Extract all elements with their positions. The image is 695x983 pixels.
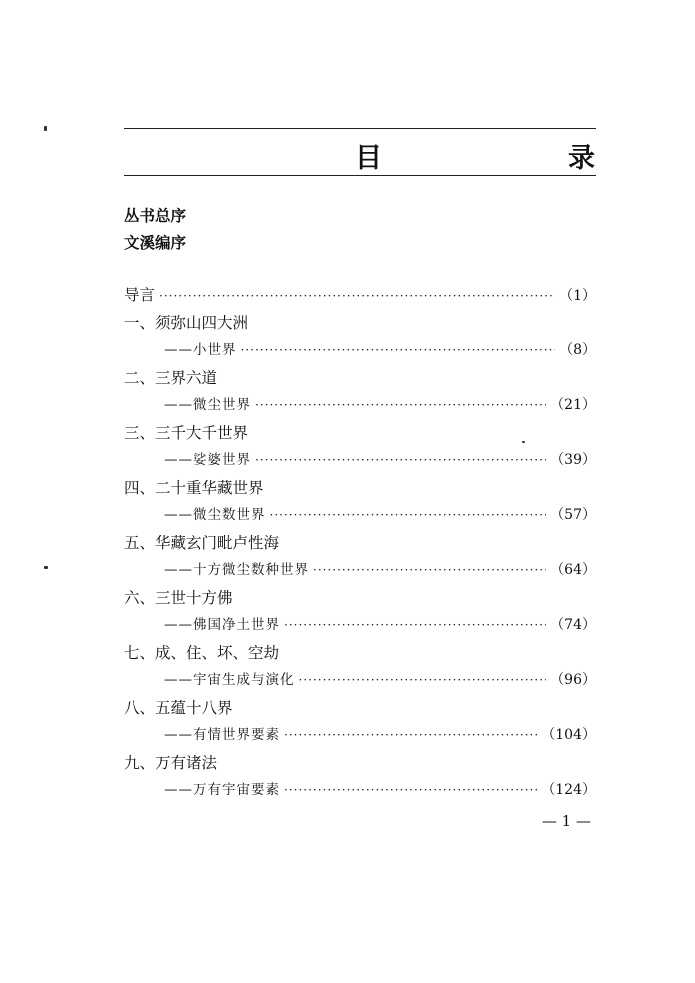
toc-chapter-title[interactable]: 七、成、住、坏、空劫 — [124, 643, 280, 662]
toc-page-number: （104） — [541, 727, 596, 743]
toc-intro-label: 导言 — [124, 286, 156, 304]
toc-entry[interactable] — [124, 395, 596, 423]
toc-entry-intro[interactable] — [124, 285, 596, 313]
toc-subtitle: ——万有宇宙要素 — [164, 782, 280, 798]
leader-dots — [284, 780, 537, 800]
toc-chapter-title[interactable]: 二、三界六道 — [124, 368, 218, 387]
toc-subtitle: ——有情世界要素 — [164, 727, 280, 743]
toc-page-number: （1） — [559, 288, 596, 304]
scan-speck — [44, 566, 48, 569]
toc-entry[interactable] — [124, 560, 596, 588]
leader-dots — [255, 395, 546, 415]
toc-entry[interactable] — [124, 340, 596, 368]
toc-page-number: （64） — [550, 562, 596, 578]
toc-page-number: （124） — [541, 782, 596, 798]
toc-subtitle: ——微尘世界 — [164, 397, 251, 413]
chapter-list — [124, 313, 596, 808]
leader-dots — [284, 615, 546, 635]
toc-chapter-title[interactable]: 五、华藏玄门毗卢性海 — [124, 533, 280, 552]
leader-dots — [241, 340, 556, 360]
leader-dots — [299, 670, 547, 690]
page-number: — 1 — — [541, 812, 591, 830]
toc-entry[interactable] — [124, 780, 596, 808]
toc-entry[interactable] — [124, 670, 596, 698]
table-of-contents — [124, 285, 596, 808]
toc-page-number: （57） — [550, 507, 596, 523]
top-rule — [124, 128, 596, 129]
toc-chapter-title[interactable]: 九、万有诸法 — [124, 753, 218, 772]
toc-chapter-title[interactable]: 六、三世十方佛 — [124, 588, 233, 607]
toc-subtitle: ——微尘数世界 — [164, 507, 266, 523]
toc-page-number: （39） — [550, 452, 596, 468]
scan-speck — [44, 126, 47, 131]
toc-subtitle: ——小世界 — [164, 342, 237, 358]
toc-subtitle: ——宇宙生成与演化 — [164, 672, 295, 688]
scan-speck — [522, 441, 525, 443]
title-underline — [124, 175, 596, 176]
toc-subtitle: ——娑婆世界 — [164, 452, 251, 468]
leader-dots — [270, 505, 547, 525]
page-title: 目 录 — [355, 143, 639, 174]
leader-dots — [313, 560, 546, 580]
toc-chapter-title[interactable]: 八、五蕴十八界 — [124, 698, 233, 717]
leader-dots — [159, 286, 555, 306]
toc-entry[interactable] — [124, 450, 596, 478]
toc-subtitle: ——佛国净土世界 — [164, 617, 280, 633]
preface-editor[interactable]: 文溪编序 — [124, 234, 187, 252]
toc-entry[interactable] — [124, 505, 596, 533]
toc-page-number: （96） — [550, 672, 596, 688]
toc-page-number: （8） — [559, 342, 596, 358]
toc-entry[interactable] — [124, 725, 596, 753]
preface-series[interactable]: 丛书总序 — [124, 207, 187, 225]
toc-chapter-title[interactable]: 三、三千大千世界 — [124, 423, 249, 442]
toc-chapter-title[interactable]: 一、须弥山四大洲 — [124, 313, 249, 332]
toc-chapter-title[interactable]: 四、二十重华藏世界 — [124, 478, 264, 497]
leader-dots — [255, 450, 546, 470]
toc-subtitle: ——十方微尘数种世界 — [164, 562, 309, 578]
toc-page-number: （21） — [550, 397, 596, 413]
toc-entry[interactable] — [124, 615, 596, 643]
toc-page-number: （74） — [550, 617, 596, 633]
leader-dots — [284, 725, 537, 745]
